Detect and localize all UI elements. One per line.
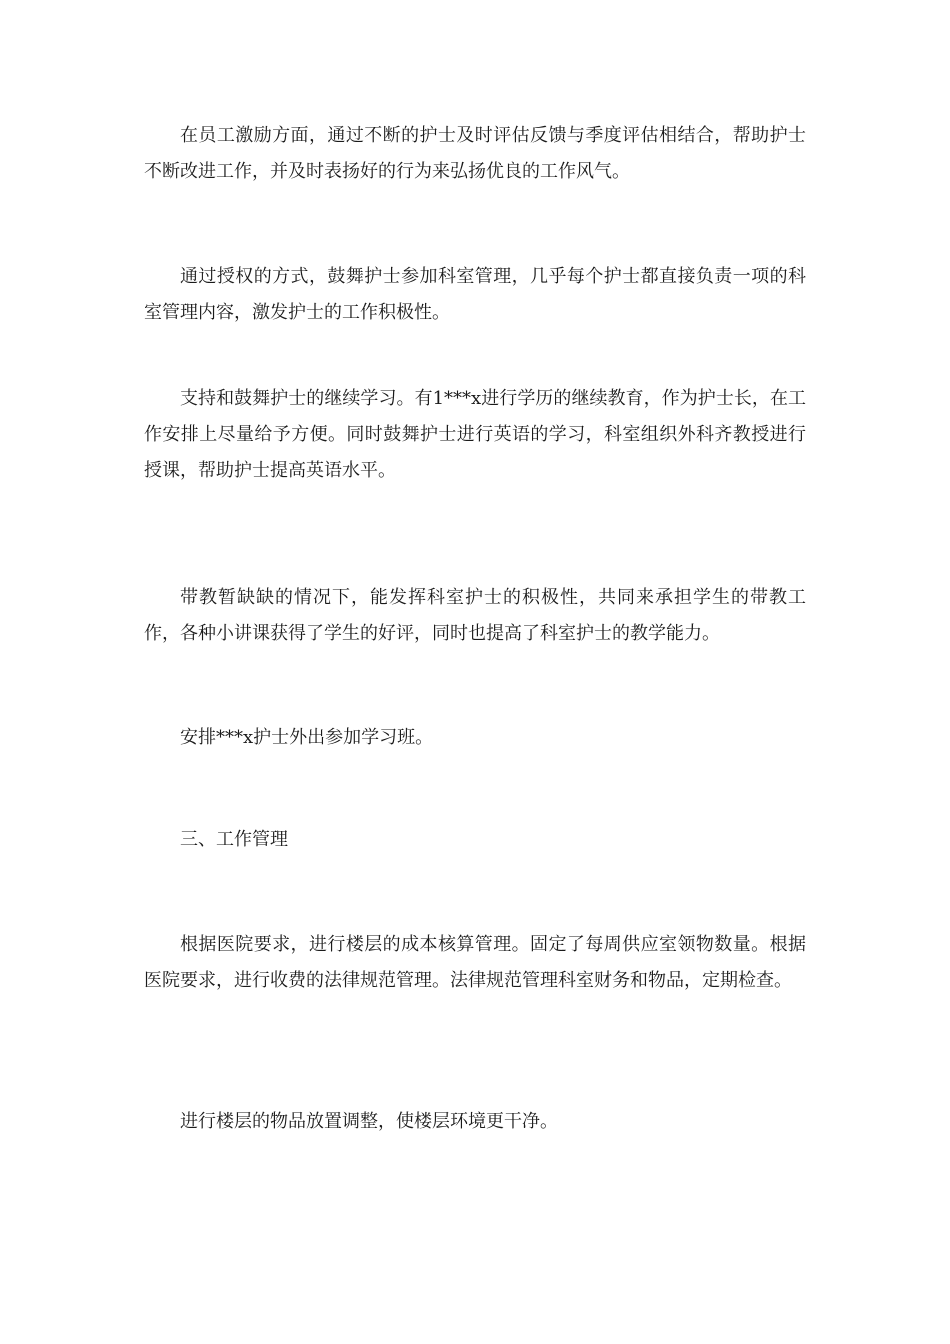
paragraph-authorization: 通过授权的方式，鼓舞护士参加科室管理，几乎每个护士都直接负责一项的科室管理内容，激发护士的工作积极性。: [144, 266, 806, 323]
paragraph-teaching: 带教暂缺缺的情况下，能发挥科室护士的积极性，共同来承担学生的带教工作，各种小讲课获得了学生的好评，同时也提高了科室护士的教学能力。: [144, 587, 806, 644]
paragraph-environment: 进行楼层的物品放置调整，使楼层环境更干净。: [180, 1111, 558, 1132]
paragraph-cost-management: 根据医院要求，进行楼层的成本核算管理。固定了每周供应室领物数量。根据医院要求，进行收费的法律规范管理。法律规范管理科室财务和物品，定期检查。: [144, 934, 806, 991]
paragraph-continuing-education: 支持和鼓舞护士的继续学习。有1***x进行学历的继续教育，作为护士长，在工作安排上尽量给予方便。同时鼓舞护士进行英语的学习，科室组织外科齐教授进行授课，帮助护士提高英语水平。: [144, 388, 806, 481]
section-heading-work-management: 三、工作管理: [180, 829, 288, 850]
paragraph-staff-incentive: 在员工激励方面，通过不断的护士及时评估反馈与季度评估相结合，帮助护士不断改进工作，并及时表扬好的行为来弘扬优良的工作风气。: [144, 125, 806, 182]
paragraph-training-class: 安排***x护士外出参加学习班。: [180, 727, 434, 748]
